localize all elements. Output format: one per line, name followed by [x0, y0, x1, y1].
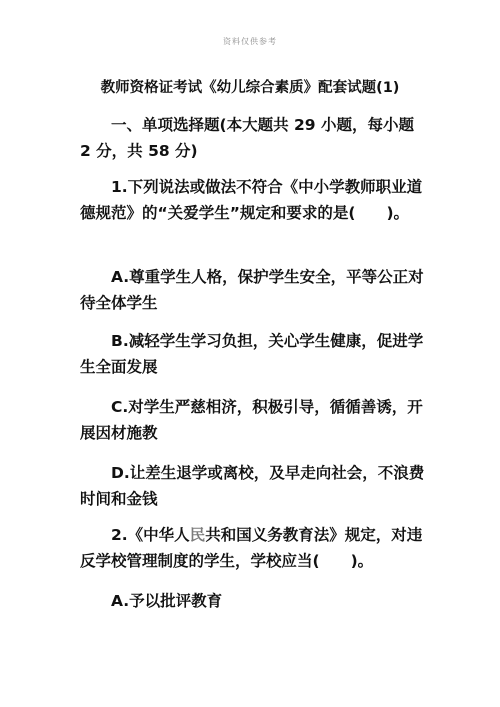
question-2-stem-part-2: 共和国义务教育法》规定，对违反学校管理制度的学生，学校应当( )。 [80, 526, 423, 570]
document-title: 教师资格证考试《幼儿综合素质》配套试题(1) [100, 80, 400, 96]
question-2-option-a: A.予以批评教育 [111, 592, 223, 610]
header-note: 资料仅供参考 [223, 37, 277, 46]
question-2-stem-highlight: 民 [189, 526, 206, 544]
question-2-stem [80, 522, 425, 574]
question-1-option-d: D.让差生退学或离校，及早走向社会，不浪费时间和金钱 [80, 464, 425, 508]
question-1-stem: 1.下列说法或做法不符合《中小学教师职业道德规范》的“关爱学生”规定和要求的是( )。 [80, 178, 423, 222]
question-1-option-a: A.尊重学生人格，保护学生安全，平等公正对待全体学生 [80, 268, 424, 312]
question-2-stem-part-1: 2.《中华人 [111, 526, 190, 544]
section-title: 一、单项选择题(本大题共 29 小题，每小题 2 分，共 58 分) [80, 116, 414, 160]
question-1-option-b: B.减轻学生学习负担，关心学生健康，促进学生全面发展 [80, 332, 424, 376]
question-1-option-c: C.对学生严慈相济，积极引导，循循善诱，开展因材施教 [80, 398, 423, 442]
